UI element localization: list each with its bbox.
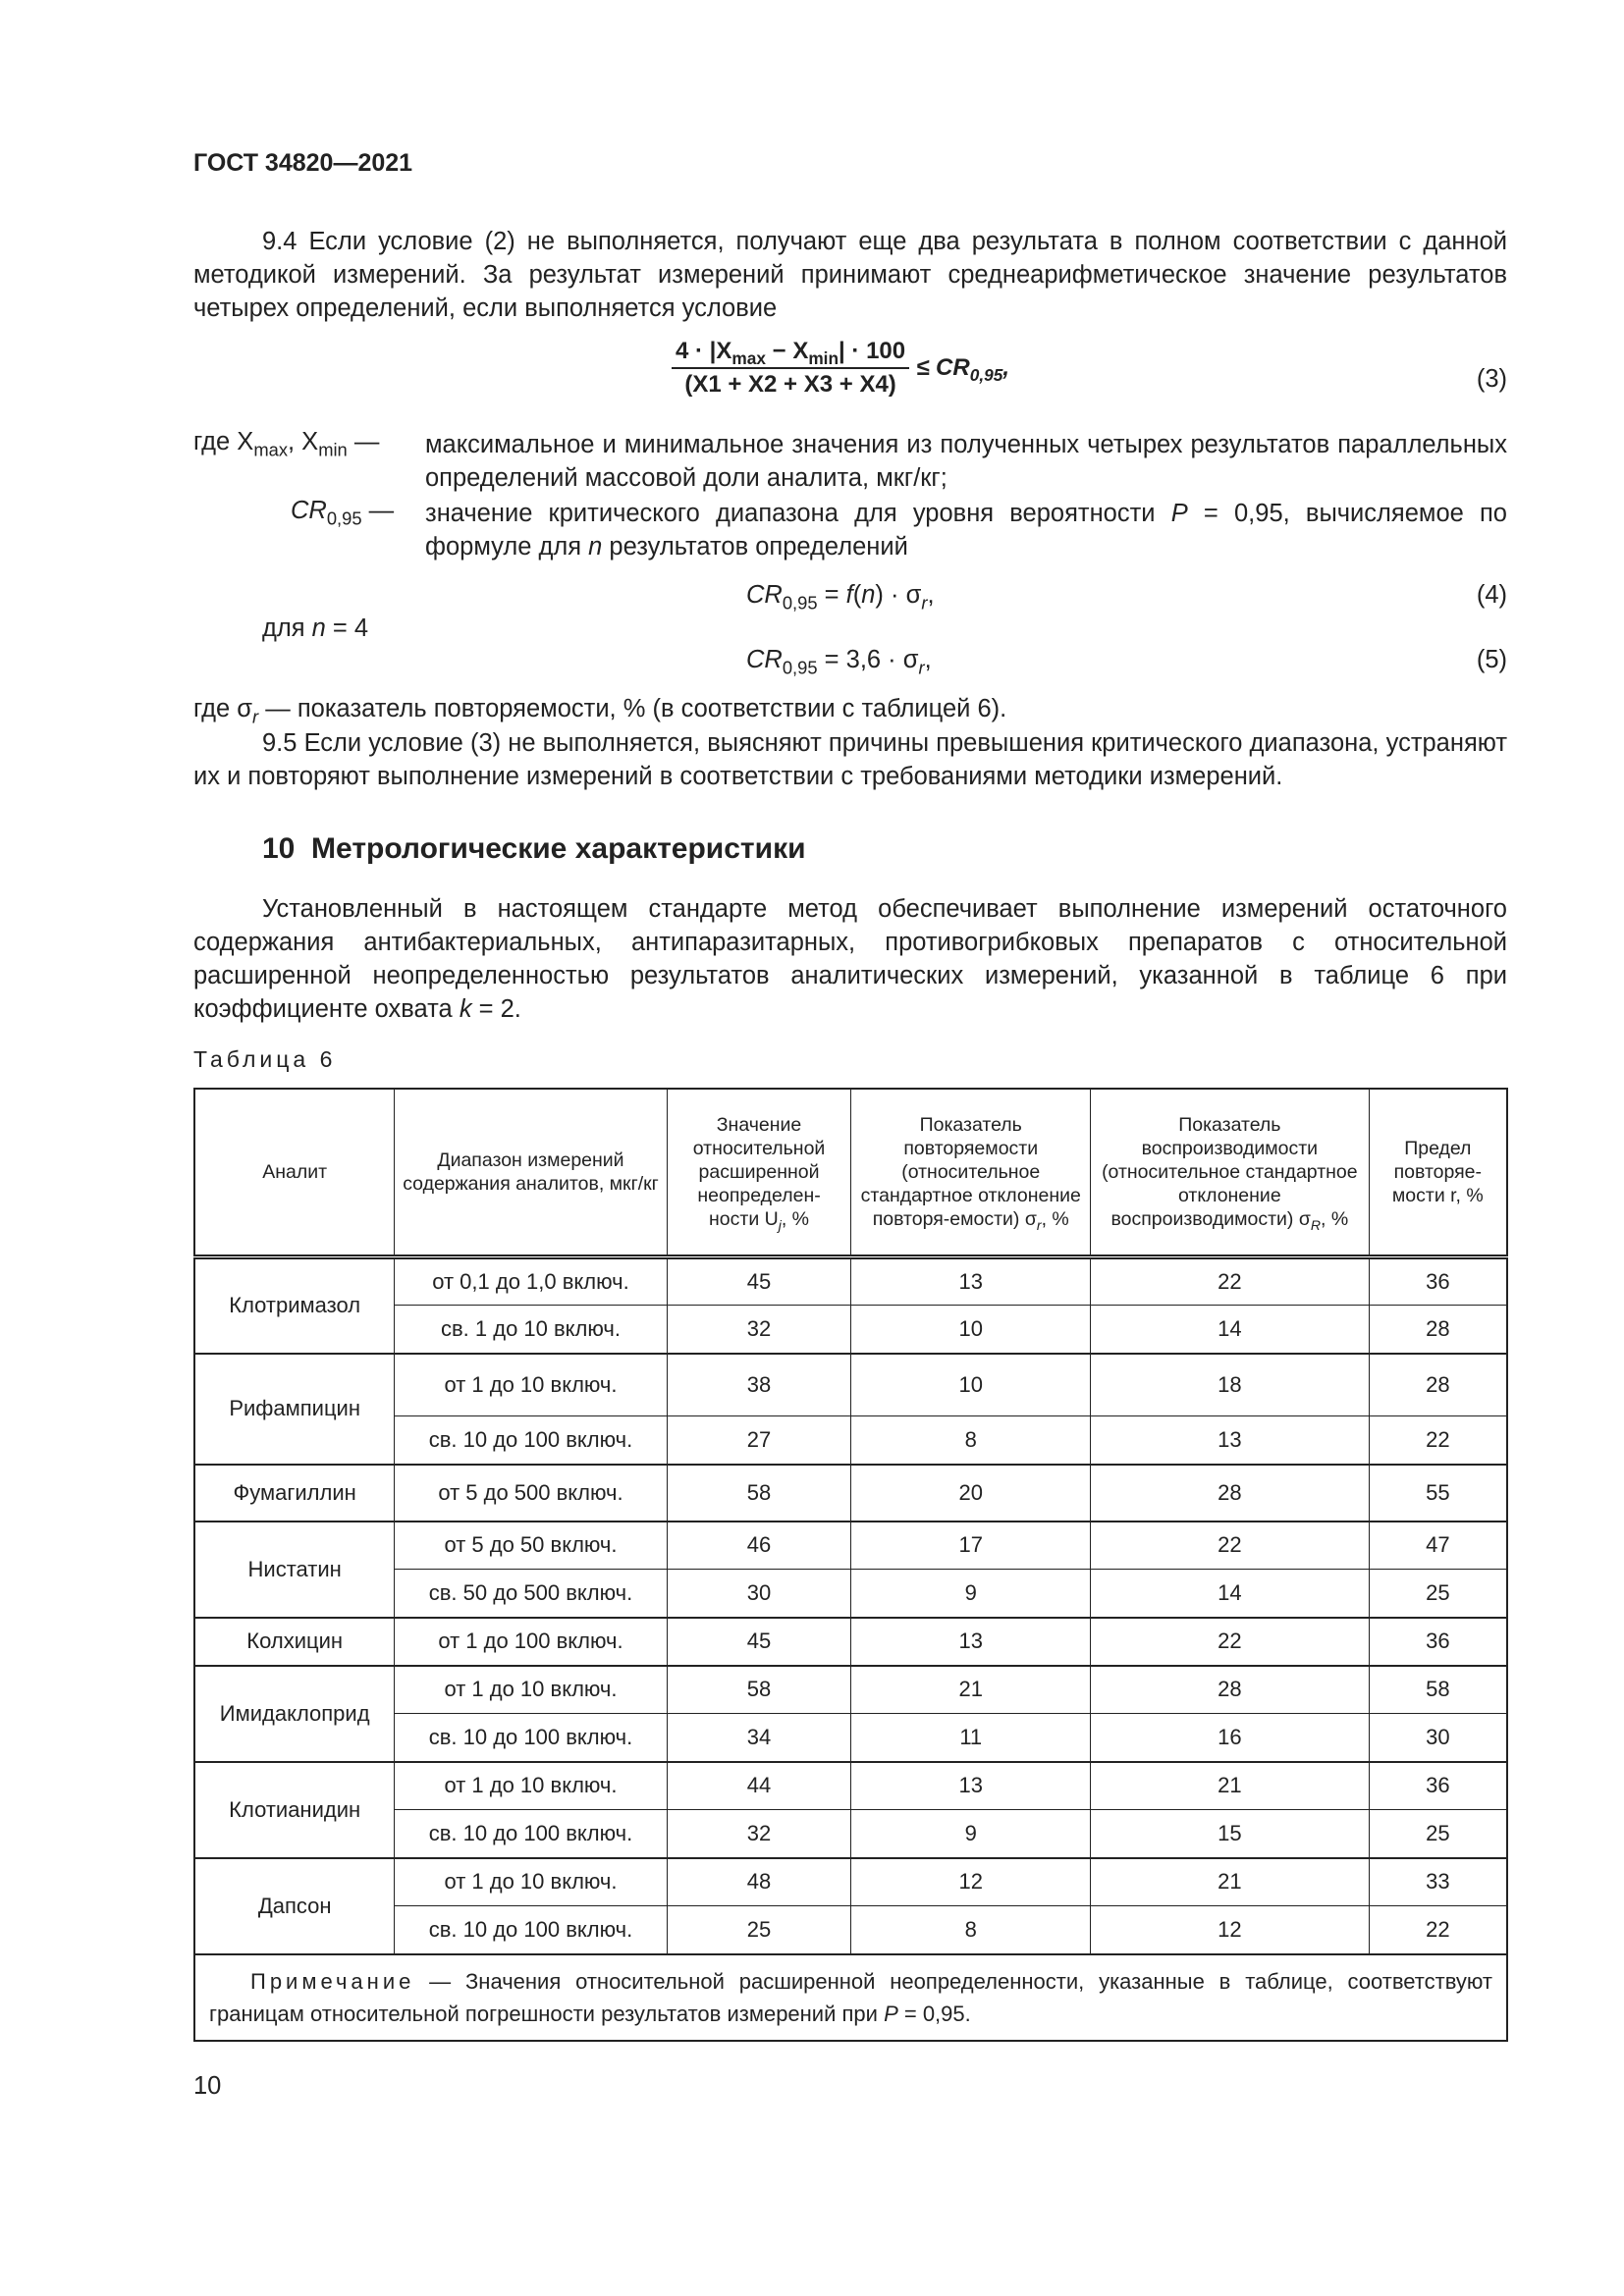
uncertainty-cell: 46 [667,1522,851,1570]
paragraph-10: Установленный в настоящем стандарте метод обеспечивает выполнение измерений остаточного содержания антибактериальных, антипаразитарных, противогрибковых препаратов с относительной расширенной неопределенностью результатов аналитических измерений, указанной в таблице 6 при коэффициенте охвата k = 2. [193,895,1507,1023]
analyte-cell: Фумагиллин [194,1465,395,1522]
table-caption: Таблица 6 [193,1046,337,1072]
reproducibility-cell: 16 [1091,1714,1370,1762]
repeatability-cell: 8 [851,1416,1091,1465]
where-cr-text: значение критического диапазона для уровня вероятности P = 0,95, вычисляемое по формуле для n результатов определений [425,500,1507,561]
header-limit: Предел повторяе-мости r, % [1369,1089,1507,1257]
reproducibility-cell: 21 [1091,1858,1370,1906]
limit-cell: 30 [1369,1714,1507,1762]
reproducibility-cell: 18 [1091,1354,1370,1416]
document-header: ГОСТ 34820—2021 [193,149,413,177]
range-cell: св. 1 до 10 включ. [395,1306,667,1354]
limit-cell: 36 [1369,1618,1507,1666]
paragraph-9-5: 9.5 Если условие (3) не выполняется, выясняют причины превышения критического диапазона, устраняют их и повторяют выполнение измерений в соответствии с требованиями методики измерений. [193,729,1507,790]
repeatability-cell: 21 [851,1666,1091,1714]
table-note-row [194,1954,1507,2041]
reproducibility-cell: 22 [1091,1522,1370,1570]
equation-number-4: (4) [1476,581,1507,609]
uncertainty-cell: 32 [667,1810,851,1858]
range-cell: от 0,1 до 1,0 включ. [395,1257,667,1306]
repeatability-cell: 12 [851,1858,1091,1906]
table-row [194,1354,1507,1416]
equation-3: $\frac{4 \cdot |X_{max} - X_{min}| \cdot 100}{(X1 + X2 + X3 + X4)}$ ≤ $CR_{0,95}$, [672,338,1009,399]
range-cell: от 1 до 10 включ. [395,1666,667,1714]
header-repeatability: Показатель повторяемости (относительное стандартное отклонение повторя-емости) $\sigma_r$, % [851,1089,1091,1257]
equation-4: $CR_{0,95} = f(n) \cdot \sigma_r$, [746,581,935,614]
range-cell: св. 50 до 500 включ. [395,1570,667,1618]
reproducibility-cell: 22 [1091,1618,1370,1666]
page-number: 10 [193,2072,222,2100]
table-row [194,1762,1507,1810]
limit-cell: 28 [1369,1306,1507,1354]
repeatability-cell: 10 [851,1354,1091,1416]
table-row [194,1618,1507,1666]
limit-cell: 25 [1369,1810,1507,1858]
limit-cell: 55 [1369,1465,1507,1522]
table-row [194,1465,1507,1522]
analyte-cell: Рифампицин [194,1354,395,1465]
table-note: Примечание — Значения относительной расширенной неопределенности, указанные в таблице, соответствуют границам относительной погрешности результатов измерений при P = 0,95. [194,1954,1507,2041]
uncertainty-cell: 34 [667,1714,851,1762]
reproducibility-cell: 14 [1091,1570,1370,1618]
uncertainty-cell: 25 [667,1906,851,1954]
limit-cell: 25 [1369,1570,1507,1618]
analyte-cell: Дапсон [194,1858,395,1954]
header-uncertainty: Значение относительной расширенной неопределен-ности $U_j$, % [667,1089,851,1257]
table-row [194,1666,1507,1714]
reproducibility-cell: 28 [1091,1465,1370,1522]
range-cell: от 1 до 100 включ. [395,1618,667,1666]
repeatability-cell: 13 [851,1762,1091,1810]
where-cr-label: $CR_{0,95}$ — [291,497,395,529]
analyte-cell: Колхицин [194,1618,395,1666]
limit-cell: 36 [1369,1762,1507,1810]
uncertainty-cell: 44 [667,1762,851,1810]
uncertainty-cell: 45 [667,1618,851,1666]
repeatability-cell: 17 [851,1522,1091,1570]
repeatability-cell: 13 [851,1618,1091,1666]
repeatability-cell: 11 [851,1714,1091,1762]
uncertainty-cell: 58 [667,1666,851,1714]
reproducibility-cell: 13 [1091,1416,1370,1465]
range-cell: св. 10 до 100 включ. [395,1714,667,1762]
range-cell: св. 10 до 100 включ. [395,1416,667,1465]
header-analyte: Аналит [194,1089,395,1257]
range-cell: св. 10 до 100 включ. [395,1906,667,1954]
table-row [194,1257,1507,1306]
reproducibility-cell: 14 [1091,1306,1370,1354]
limit-cell: 22 [1369,1416,1507,1465]
range-cell: от 1 до 10 включ. [395,1858,667,1906]
table-row [194,1522,1507,1570]
limit-cell: 36 [1369,1257,1507,1306]
where-xmax-text: максимальное и минимальное значения из полученных четырех результатов параллельных определений массовой доли аналита, мкг/кг; [425,431,1507,492]
reproducibility-cell: 12 [1091,1906,1370,1954]
reproducibility-cell: 22 [1091,1257,1370,1306]
range-cell: св. 10 до 100 включ. [395,1810,667,1858]
analyte-cell: Клотианидин [194,1762,395,1858]
limit-cell: 58 [1369,1666,1507,1714]
metrology-table [193,1088,1508,2042]
equation-5: $CR_{0,95} = 3,6 \cdot \sigma_r$, [746,646,932,678]
header-reproducibility: Показатель воспроизводимости (относительное стандартное отклонение воспроизводимости) $\sigma_R$, % [1091,1089,1370,1257]
analyte-cell: Имидаклоприд [194,1666,395,1762]
limit-cell: 22 [1369,1906,1507,1954]
equation-number-3: (3) [1476,365,1507,393]
uncertainty-cell: 48 [667,1858,851,1906]
uncertainty-cell: 30 [667,1570,851,1618]
where-sigma: где $\sigma_r$ — показатель повторяемости, % (в соответствии с таблицей 6). [193,695,1007,727]
uncertainty-cell: 45 [667,1257,851,1306]
reproducibility-cell: 15 [1091,1810,1370,1858]
uncertainty-cell: 32 [667,1306,851,1354]
where-xmax-label: где $X_{max}$, $X_{min}$ — [193,428,380,460]
limit-cell: 33 [1369,1858,1507,1906]
equation-number-5: (5) [1476,646,1507,673]
uncertainty-cell: 38 [667,1354,851,1416]
note-label: Примечание [250,1968,415,1994]
section-10-heading: 10 Метрологические характеристики [262,832,806,865]
uncertainty-cell: 27 [667,1416,851,1465]
repeatability-cell: 9 [851,1570,1091,1618]
analyte-cell: Нистатин [194,1522,395,1618]
range-cell: от 1 до 10 включ. [395,1354,667,1416]
limit-cell: 28 [1369,1354,1507,1416]
repeatability-cell: 20 [851,1465,1091,1522]
header-range: Диапазон измерений содержания аналитов, мкг/кг [395,1089,667,1257]
reproducibility-cell: 28 [1091,1666,1370,1714]
repeatability-cell: 10 [851,1306,1091,1354]
repeatability-cell: 8 [851,1906,1091,1954]
paragraph-9-4: 9.4 Если условие (2) не выполняется, получают еще два результата в полном соответствии с данной методикой измерений. За результат измерений принимают среднеарифметическое значение результатов четырех определений, если выполняется условие [193,228,1507,322]
analyte-cell: Клотримазол [194,1257,395,1354]
table-row [194,1858,1507,1906]
range-cell: от 5 до 500 включ. [395,1465,667,1522]
reproducibility-cell: 21 [1091,1762,1370,1810]
uncertainty-cell: 58 [667,1465,851,1522]
for-n-4: для n = 4 [262,614,369,642]
limit-cell: 47 [1369,1522,1507,1570]
range-cell: от 1 до 10 включ. [395,1762,667,1810]
table-header-row [194,1089,1507,1257]
range-cell: от 5 до 50 включ. [395,1522,667,1570]
repeatability-cell: 9 [851,1810,1091,1858]
repeatability-cell: 13 [851,1257,1091,1306]
